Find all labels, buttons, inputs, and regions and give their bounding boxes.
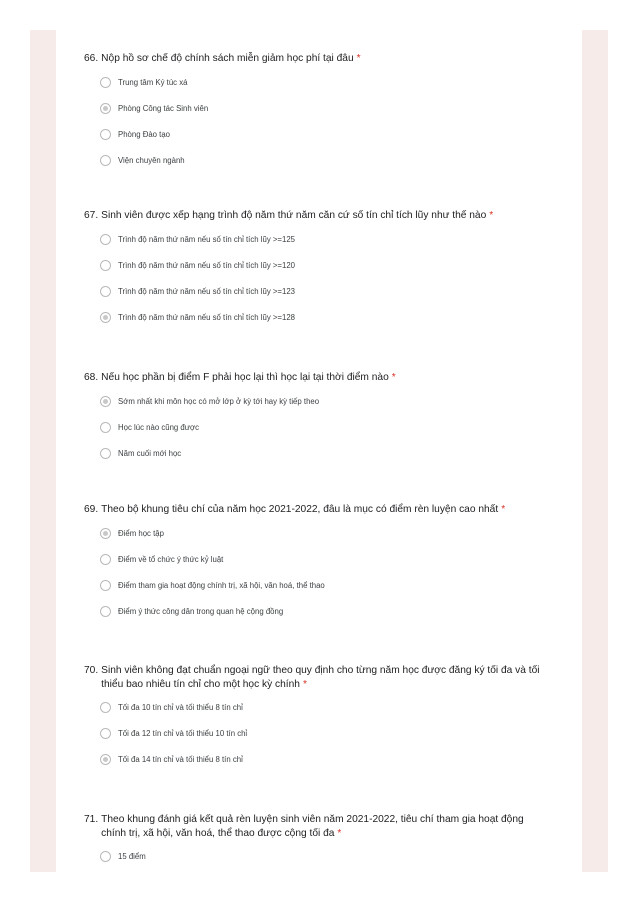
option-label: Tối đa 14 tín chỉ và tối thiểu 8 tín chỉ xyxy=(118,754,243,764)
option-label: Điểm tham gia hoạt động chính trị, xã hội, văn hoá, thể thao xyxy=(118,580,325,590)
question-title xyxy=(84,813,544,841)
question-title xyxy=(84,664,544,692)
radio-unchecked-icon[interactable] xyxy=(100,580,111,591)
option-label: Điểm về tổ chức ý thức kỷ luật xyxy=(118,555,224,565)
question-text: Nếu học phần bị điểm F phải học lại thì học lại tại thời điểm nào xyxy=(101,372,389,383)
radio-checked-icon[interactable] xyxy=(100,754,111,765)
question-title xyxy=(84,52,544,66)
answer-option[interactable] xyxy=(84,521,544,547)
option-label: 15 điểm xyxy=(118,852,146,862)
radio-unchecked-icon[interactable] xyxy=(100,851,111,862)
option-label: Phòng Công tác Sinh viên xyxy=(118,104,209,114)
question-67 xyxy=(84,209,544,330)
question-title xyxy=(84,503,544,517)
answer-option[interactable] xyxy=(84,695,544,721)
option-list xyxy=(84,521,544,624)
question-68 xyxy=(84,371,544,466)
radio-unchecked-icon[interactable] xyxy=(100,702,111,713)
question-number: 70. xyxy=(84,665,99,676)
answer-option[interactable] xyxy=(84,96,544,122)
option-list xyxy=(84,844,544,870)
answer-option[interactable] xyxy=(84,389,544,415)
radio-unchecked-icon[interactable] xyxy=(100,77,111,88)
answer-option[interactable] xyxy=(84,304,544,330)
question-69 xyxy=(84,503,544,624)
option-label: Tối đa 12 tín chỉ và tối thiểu 10 tín chỉ xyxy=(118,729,248,739)
question-text: Theo khung đánh giá kết quả rèn luyện sinh viên năm 2021-2022, tiêu chí tham gia hoạt động chính trị, xã hội, văn hoá, thể thao được cộng tối đa xyxy=(101,814,524,839)
option-label: Trình độ năm thứ năm nếu số tín chỉ tích lũy >=123 xyxy=(118,286,295,296)
question-number: 68. xyxy=(84,372,99,383)
option-label: Điểm học tập xyxy=(118,529,164,539)
required-asterisk: * xyxy=(489,210,494,221)
option-label: Viện chuyên ngành xyxy=(118,155,185,165)
question-text-wrap xyxy=(101,503,544,517)
answer-option[interactable] xyxy=(84,573,544,599)
question-number: 66. xyxy=(84,53,99,64)
option-label: Sớm nhất khi môn học có mở lớp ở kỳ tới hay kỳ tiếp theo xyxy=(118,397,320,407)
radio-unchecked-icon[interactable] xyxy=(100,606,111,617)
radio-checked-icon[interactable] xyxy=(100,396,111,407)
answer-option[interactable] xyxy=(84,598,544,624)
option-label: Tối đa 10 tín chỉ và tối thiểu 8 tín chỉ xyxy=(118,703,243,713)
option-label: Trình độ năm thứ năm nếu số tín chỉ tích lũy >=128 xyxy=(118,312,295,322)
question-text-wrap xyxy=(101,664,544,692)
answer-option[interactable] xyxy=(84,70,544,96)
option-label: Trình độ năm thứ năm nếu số tín chỉ tích lũy >=125 xyxy=(118,235,295,245)
answer-option[interactable] xyxy=(84,441,544,467)
option-list xyxy=(84,70,544,173)
question-text: Sinh viên không đạt chuẩn ngoại ngữ theo quy định cho từng năm học được đăng ký tối đa và tối thiểu bao nhiêu tín chỉ cho một học kỳ chính xyxy=(101,665,540,690)
radio-unchecked-icon[interactable] xyxy=(100,728,111,739)
radio-unchecked-icon[interactable] xyxy=(100,234,111,245)
radio-checked-icon[interactable] xyxy=(100,103,111,114)
required-asterisk: * xyxy=(391,372,396,383)
required-asterisk: * xyxy=(302,679,307,690)
radio-unchecked-icon[interactable] xyxy=(100,129,111,140)
question-71 xyxy=(84,813,544,870)
required-asterisk: * xyxy=(337,828,342,839)
radio-unchecked-icon[interactable] xyxy=(100,155,111,166)
radio-unchecked-icon[interactable] xyxy=(100,448,111,459)
question-66 xyxy=(84,52,544,173)
question-text-wrap xyxy=(101,371,544,385)
option-label: Học lúc nào cũng được xyxy=(118,423,199,433)
question-70 xyxy=(84,664,544,772)
answer-option[interactable] xyxy=(84,844,544,870)
question-number: 69. xyxy=(84,504,99,515)
question-text-wrap xyxy=(101,52,544,66)
radio-unchecked-icon[interactable] xyxy=(100,260,111,271)
question-title xyxy=(84,209,544,223)
question-text: Nộp hồ sơ chế độ chính sách miễn giảm học phí tại đâu xyxy=(101,53,354,64)
option-list xyxy=(84,389,544,466)
answer-option[interactable] xyxy=(84,415,544,441)
required-asterisk: * xyxy=(501,504,506,515)
radio-unchecked-icon[interactable] xyxy=(100,422,111,433)
answer-option[interactable] xyxy=(84,147,544,173)
radio-unchecked-icon[interactable] xyxy=(100,554,111,565)
question-text: Sinh viên được xếp hạng trình độ năm thứ năm căn cứ số tín chỉ tích lũy như thế nào xyxy=(101,210,487,221)
left-margin xyxy=(30,30,56,872)
option-label: Trung tâm Ký túc xá xyxy=(118,78,188,88)
question-text: Theo bộ khung tiêu chí của năm học 2021-2022, đâu là mục có điểm rèn luyện cao nhất xyxy=(101,504,499,515)
radio-unchecked-icon[interactable] xyxy=(100,286,111,297)
option-list xyxy=(84,227,544,330)
question-number: 71. xyxy=(84,814,99,825)
option-label: Phòng Đào tạo xyxy=(118,129,171,139)
answer-option[interactable] xyxy=(84,253,544,279)
required-asterisk: * xyxy=(356,53,361,64)
answer-option[interactable] xyxy=(84,547,544,573)
question-text-wrap xyxy=(101,209,544,223)
option-label: Điểm ý thức công dân trong quan hệ cộng đồng xyxy=(118,606,284,616)
answer-option[interactable] xyxy=(84,227,544,253)
radio-checked-icon[interactable] xyxy=(100,528,111,539)
option-list xyxy=(84,695,544,772)
question-number: 67. xyxy=(84,210,99,221)
question-title xyxy=(84,371,544,385)
option-label: Năm cuối mới học xyxy=(118,448,182,458)
answer-option[interactable] xyxy=(84,747,544,773)
answer-option[interactable] xyxy=(84,721,544,747)
option-label: Trình độ năm thứ năm nếu số tín chỉ tích lũy >=120 xyxy=(118,261,295,271)
answer-option[interactable] xyxy=(84,122,544,148)
right-margin xyxy=(582,30,608,872)
radio-checked-icon[interactable] xyxy=(100,312,111,323)
answer-option[interactable] xyxy=(84,279,544,305)
question-text-wrap xyxy=(101,813,544,841)
quiz-form xyxy=(56,30,582,872)
